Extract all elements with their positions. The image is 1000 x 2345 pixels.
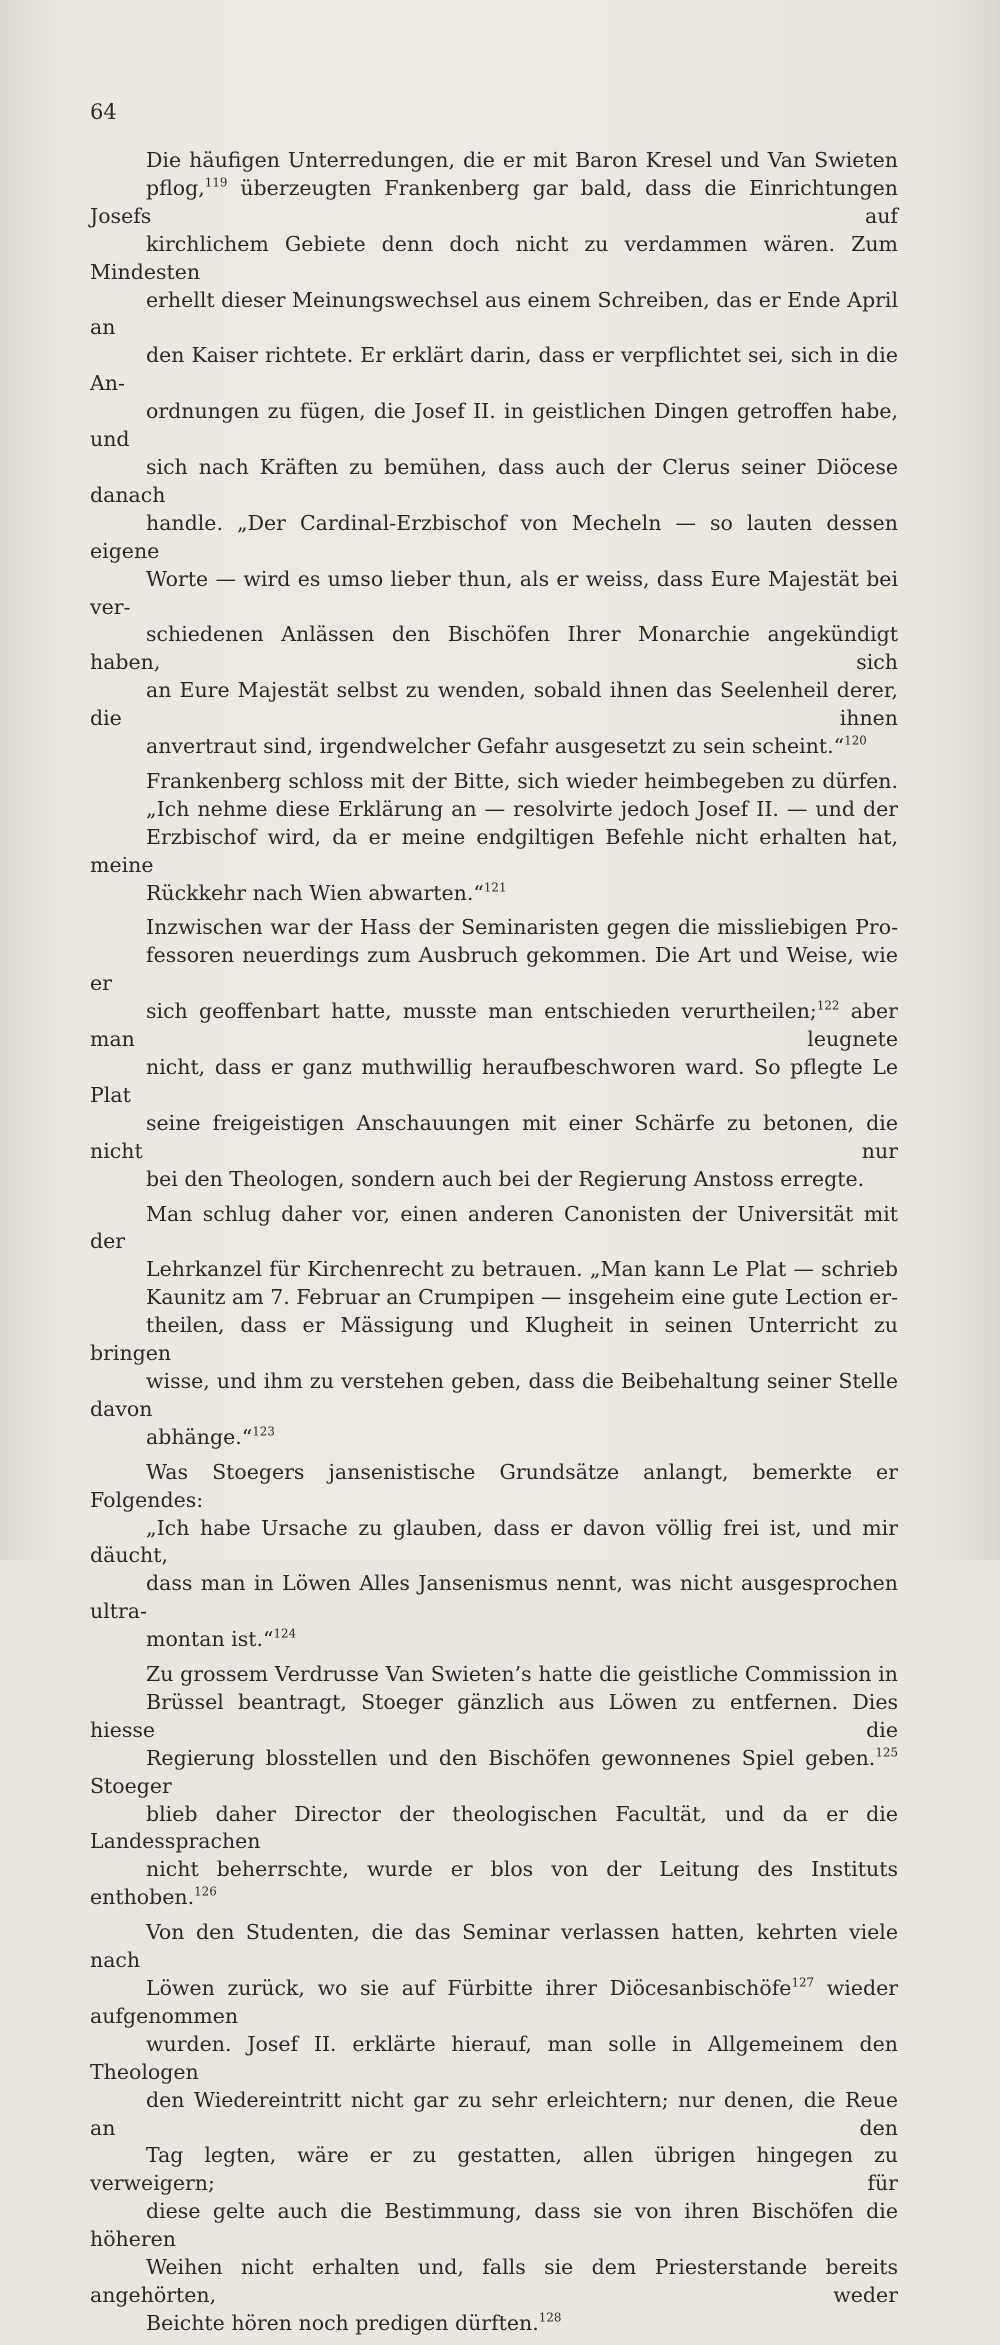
line-text: Beichte hören noch predigen dürften. — [146, 2310, 539, 2335]
line-text: den Wiedereintritt nicht gar zu sehr erleichtern; nur denen, die Reue an den — [90, 2087, 898, 2140]
line-text: Lehrkanzel für Kirchenrecht zu betrauen. „Man kann Le Plat — schrieb — [146, 1257, 898, 1282]
line-text: Regierung blosstellen und den Bischöfen gewonnenes Spiel geben. — [146, 1745, 876, 1770]
text-line — [90, 1570, 898, 1626]
text-line — [90, 1975, 898, 2031]
text-line — [90, 733, 898, 761]
footnote-marker: 124 — [273, 1626, 297, 1641]
text-line — [90, 1515, 898, 1571]
text-line — [90, 2142, 898, 2198]
text-line — [90, 914, 898, 942]
line-text: wurden. Josef II. erklärte hierauf, man solle in Allgemeinem den Theologen — [90, 2031, 898, 2084]
text-line — [90, 1626, 898, 1654]
text-line — [90, 1424, 898, 1452]
text-line — [90, 1312, 898, 1368]
text-line — [90, 768, 898, 796]
footnote-marker: 127 — [791, 1975, 815, 1990]
page-number: 64 — [90, 100, 117, 124]
line-text: Brüssel beantragt, Stoeger gänzlich aus Löwen zu entfernen. Dies hiesse die — [90, 1689, 898, 1742]
footnote-marker: 120 — [844, 733, 867, 748]
text-line — [90, 147, 898, 175]
line-text: an Eure Majestät selbst zu wenden, sobald ihnen das Seelenheil derer, die ihnen — [90, 678, 898, 731]
line-text: kirchlichem Gebiete denn doch nicht zu verdammen wären. Zum Mindesten — [90, 231, 898, 284]
text-line — [90, 1459, 898, 1515]
paragraph — [90, 1201, 898, 1452]
footnote-marker: 125 — [875, 1745, 898, 1760]
line-text-continued: Stoeger — [90, 1773, 172, 1798]
text-line — [90, 2254, 898, 2310]
line-text: theilen, dass er Mässigung und Klugheit in seinen Unterricht zu bringen — [90, 1313, 898, 1366]
text-line — [90, 1166, 898, 1194]
text-line — [90, 1801, 898, 1857]
text-line — [90, 1256, 898, 1284]
line-text: Inzwischen war der Hass der Seminaristen gegen die missliebigen Pro- — [146, 915, 898, 940]
text-line — [90, 2198, 898, 2254]
paragraph — [90, 147, 898, 761]
line-text-continued: überzeugten Frankenberg gar bald, dass die Einrichtungen Josefs auf — [90, 175, 898, 228]
text-line — [90, 454, 898, 510]
text-line — [90, 287, 898, 343]
body-text — [90, 147, 898, 2345]
text-line — [90, 942, 898, 998]
text-line — [90, 1661, 898, 1689]
line-text: ordnungen zu fügen, die Josef II. in geistlichen Dingen getroffen habe, und — [90, 399, 898, 452]
line-text: Was Stoegers jansenistische Grundsätze anlangt, bemerkte er Folgendes: — [90, 1459, 898, 1512]
text-line — [90, 1919, 898, 1975]
text-line — [90, 1745, 898, 1801]
text-line — [90, 1689, 898, 1745]
text-line — [90, 998, 898, 1054]
line-text: Man schlug daher vor, einen anderen Canonisten der Universität mit der — [90, 1201, 898, 1254]
line-text: wisse, und ihm zu verstehen geben, dass die Beibehaltung seiner Stelle davon — [90, 1368, 898, 1421]
text-line — [90, 510, 898, 566]
text-line — [90, 1054, 898, 1110]
text-line — [90, 175, 898, 231]
text-line — [90, 824, 898, 880]
footnote-marker: 121 — [483, 880, 507, 895]
line-text: anvertraut sind, irgendwelcher Gefahr ausgesetzt zu sein scheint.“ — [146, 734, 845, 759]
text-line — [90, 342, 898, 398]
text-line — [90, 566, 898, 622]
line-text: sich nach Kräften zu bemühen, dass auch der Clerus seiner Diöcese danach — [90, 454, 898, 507]
text-line — [90, 677, 898, 733]
text-line — [90, 2031, 898, 2087]
footnote-marker: 119 — [204, 175, 228, 190]
line-text: sich geoffenbart hatte, musste man entschieden verurtheilen; — [146, 999, 817, 1024]
text-line — [90, 621, 898, 677]
line-text: Worte — wird es umso lieber thun, als er weiss, dass Eure Majestät bei ver- — [90, 566, 898, 619]
paragraph — [90, 914, 898, 1193]
text-line — [90, 1368, 898, 1424]
line-text: bei den Theologen, sondern auch bei der Regierung Anstoss erregte. — [146, 1166, 865, 1191]
text-line — [90, 796, 898, 824]
line-text: Tag legten, wäre er zu gestatten, allen übrigen hingegen zu verweigern; für — [90, 2143, 898, 2196]
line-text: Die häufigen Unterredungen, die er mit Baron Kresel und Van Swieten — [146, 148, 898, 172]
text-line — [90, 1110, 898, 1166]
line-text: Kaunitz am 7. Februar an Crumpipen — insgeheim eine gute Lection er- — [146, 1285, 899, 1310]
text-line — [90, 1856, 898, 1912]
line-text: dass man in Löwen Alles Jansenismus nennt, was nicht ausgesprochen ultra- — [90, 1571, 898, 1624]
line-text: nicht beherrschte, wurde er blos von der Leitung des Instituts enthoben. — [90, 1857, 898, 1910]
line-text: „Ich nehme diese Erklärung an — resolvirte jedoch Josef II. — und der — [146, 796, 898, 821]
line-text: „Ich habe Ursache zu glauben, dass er davon völlig frei ist, und mir däucht, — [90, 1515, 898, 1568]
line-text: blieb daher Director der theologischen Facultät, und da er die Landessprachen — [90, 1801, 898, 1854]
line-text-continued: aber man leugnete — [90, 999, 898, 1052]
line-text: Von den Studenten, die das Seminar verlassen hatten, kehrten viele nach — [90, 1920, 898, 1973]
footnote-marker: 122 — [816, 998, 840, 1013]
line-text: Frankenberg schloss mit der Bitte, sich wieder heimbegeben zu dürfen. — [146, 768, 898, 793]
text-line — [90, 398, 898, 454]
text-line — [90, 1284, 898, 1312]
line-text: Löwen zurück, wo sie auf Fürbitte ihrer Diöcesanbischöfe — [146, 1976, 792, 2000]
line-text: Erzbischof wird, da er meine endgiltigen Befehle nicht erhalten hat, meine — [90, 824, 898, 877]
paragraph — [90, 768, 898, 908]
paragraph — [90, 1919, 898, 2338]
line-text: erhellt dieser Meinungswechsel aus einem Schreiben, das er Ende April an — [90, 287, 898, 340]
line-text: nicht, dass er ganz muthwillig heraufbeschworen ward. So pflegte Le Plat — [90, 1055, 898, 1107]
line-text: Rückkehr nach Wien abwarten.“ — [146, 880, 484, 905]
line-text: diese gelte auch die Bestimmung, dass sie von ihren Bischöfen die höheren — [90, 2199, 898, 2252]
paragraph — [90, 1661, 898, 1912]
footnote-marker: 128 — [538, 2310, 562, 2325]
line-text: abhänge.“ — [146, 1424, 253, 1449]
line-text-continued: wieder aufgenommen — [90, 1976, 899, 2028]
text-line — [90, 880, 898, 908]
text-line — [90, 2310, 898, 2338]
text-line — [90, 1201, 898, 1257]
text-line — [90, 2087, 898, 2143]
line-text: fessoren neuerdings zum Ausbruch gekommen. Die Art und Weise, wie er — [90, 943, 898, 996]
line-text: pflog, — [146, 175, 205, 200]
line-text: Zu grossem Verdrusse Van Swieten’s hatte die geistliche Commission in — [146, 1662, 898, 1687]
line-text: seine freigeistigen Anschauungen mit einer Schärfe zu betonen, die nicht nur — [90, 1110, 898, 1163]
footnote-marker: 123 — [252, 1424, 275, 1439]
paragraph — [90, 1459, 898, 1654]
line-text: montan ist.“ — [146, 1627, 274, 1652]
footnote-marker: 126 — [194, 1884, 217, 1899]
line-text: Weihen nicht erhalten und, falls sie dem Priesterstande bereits angehörten, weder — [90, 2255, 898, 2307]
line-text: den Kaiser richtete. Er erklärt darin, dass er verpflichtet sei, sich in die An- — [90, 343, 898, 396]
line-text: schiedenen Anlässen den Bischöfen Ihrer Monarchie angekündigt haben, sich — [90, 622, 898, 675]
line-text: handle. „Der Cardinal-Erzbischof von Mecheln — so lauten dessen eigene — [90, 510, 898, 563]
text-line — [90, 231, 898, 287]
